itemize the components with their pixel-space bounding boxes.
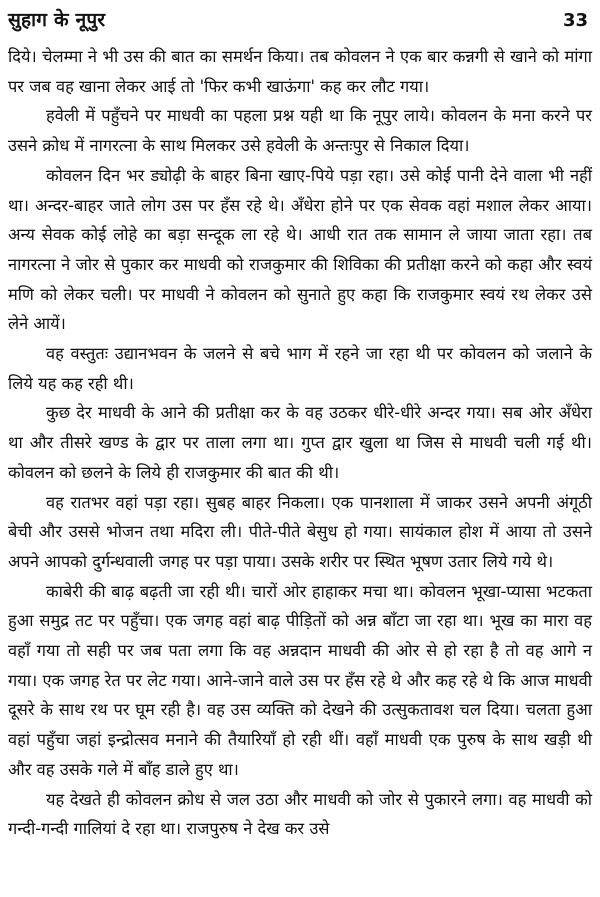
paragraph-4: वह वस्तुतः उद्यानभवन के जलने से बचे भाग में रहने जा रहा थी पर कोवलन को जलाने के लिये यह कह रही थी। <box>8 344 592 393</box>
page-number: 33 <box>562 10 588 31</box>
paragraph-8: यह देखते ही कोवलन क्रोध से जल उठा और माधवी को जोर से पुकारने लगा। वह माधवी को गन्दी-गन्दी गालियां दे रहा था। राजपुरुष ने देख कर उसे <box>8 789 592 839</box>
page-body <box>8 42 592 844</box>
paragraph-1: दिये। चेलम्मा ने भी उस की बात का समर्थन किया। तब कोवलन ने एक बार कन्नगी से खाने को मांगा पर जब वह खाना लेकर आई तो 'फिर कभी खाऊंगा' कह कर लौट गया। <box>8 47 592 96</box>
paragraph-5: कुछ देर माधवी के आने की प्रतीक्षा कर के वह उठकर धीरे-धीरे अन्दर गया। सब ओर अँधेरा था और तीसरे खण्ड के द्वार पर ताला लगा था। गुप्त द्वार खुला था जिस से माधवी चली गई थी। कोवलन को छलने के लिये ही राजकुमार की बात की थी। <box>8 403 592 482</box>
paragraph-2: हवेली में पहुँचने पर माधवी का पहला प्रश्न यही था कि नूपुर लाये। कोवलन के मना करने पर उसने क्रोध में नागरत्ना के साथ मिलकर उसे हवेली के अन्तःपुर से निकाल दिया। <box>8 106 592 156</box>
paragraph-3: कोवलन दिन भर ड्योढ़ी के बाहर बिना खाए-पिये पड़ा रहा। उसे कोई पानी देने वाला भी नहीं था। अन्दर-बाहर जाते लोग उस पर हँस रहे थे। अँधेरा होने पर एक सेवक वहां मशाल लेकर आया। अन्य सेवक कोई लोहे का बड़ा सन्दूक ला रहे थे। आधी रात तक सामान ले जाया जाता रहा। तब नागरत्ना ने जोर से पुकार कर माधवी को राजकुमार की शिविका की प्रतीक्षा करने को कहा और स्वयं मणि को लेकर चली। पर माधवी ने कोवलन को सुनाते हुए कहा कि राजकुमार स्वयं रथ लेकर उसे लेने आयें। <box>8 165 592 334</box>
page-header <box>8 6 592 40</box>
running-title: सुहाग के नूपुर <box>8 9 106 31</box>
paragraph-7: काबेरी की बाढ़ बढ़ती जा रही थी। चारों ओर हाहाकर मचा था। कोवलन भूखा-प्यासा भटकता हुआ समुद्र तट पर पहुँचा। एक जगह वहां बाढ़ पीड़ितों को अन्न बाँटा जा रहा था। भूख का मारा वह वहाँ गया तो सही पर जब पता लगा कि वह अन्नदान माधवी की ओर से हो रहा है तो वह आगे न गया। एक जगह रेत पर लेट गया। आने-जाने वाले उस पर हँस रहे थे और कह रहे थे कि आज माधवी दूसरे के साथ रथ पर घूम रही है। वह उस व्यक्ति को देखने की उत्सुकतावश चल दिया। चलता हुआ वहां पहुँचा जहां इन्द्रोत्सव मनाने की तैयारियाँ हो रही थीं। वहाँ माधवी एक पुरुष के साथ खड़ी थी और वह उसके गले में बाँह डाले हुए था। <box>8 581 592 779</box>
paragraph-6: वह रातभर वहां पड़ा रहा। सुबह बाहर निकला। एक पानशाला में जाकर उसने अपनी अंगूठी बेची और उससे भोजन तथा मदिरा ली। पीते-पीते बेसुध हो गया। सायंकाल होश में आया तो उसने अपने आपको दुर्गन्धवाली जगह पर पड़ा पाया। उसके शरीर पर स्थित भूषण उतार लिये गये थे। <box>8 492 592 571</box>
